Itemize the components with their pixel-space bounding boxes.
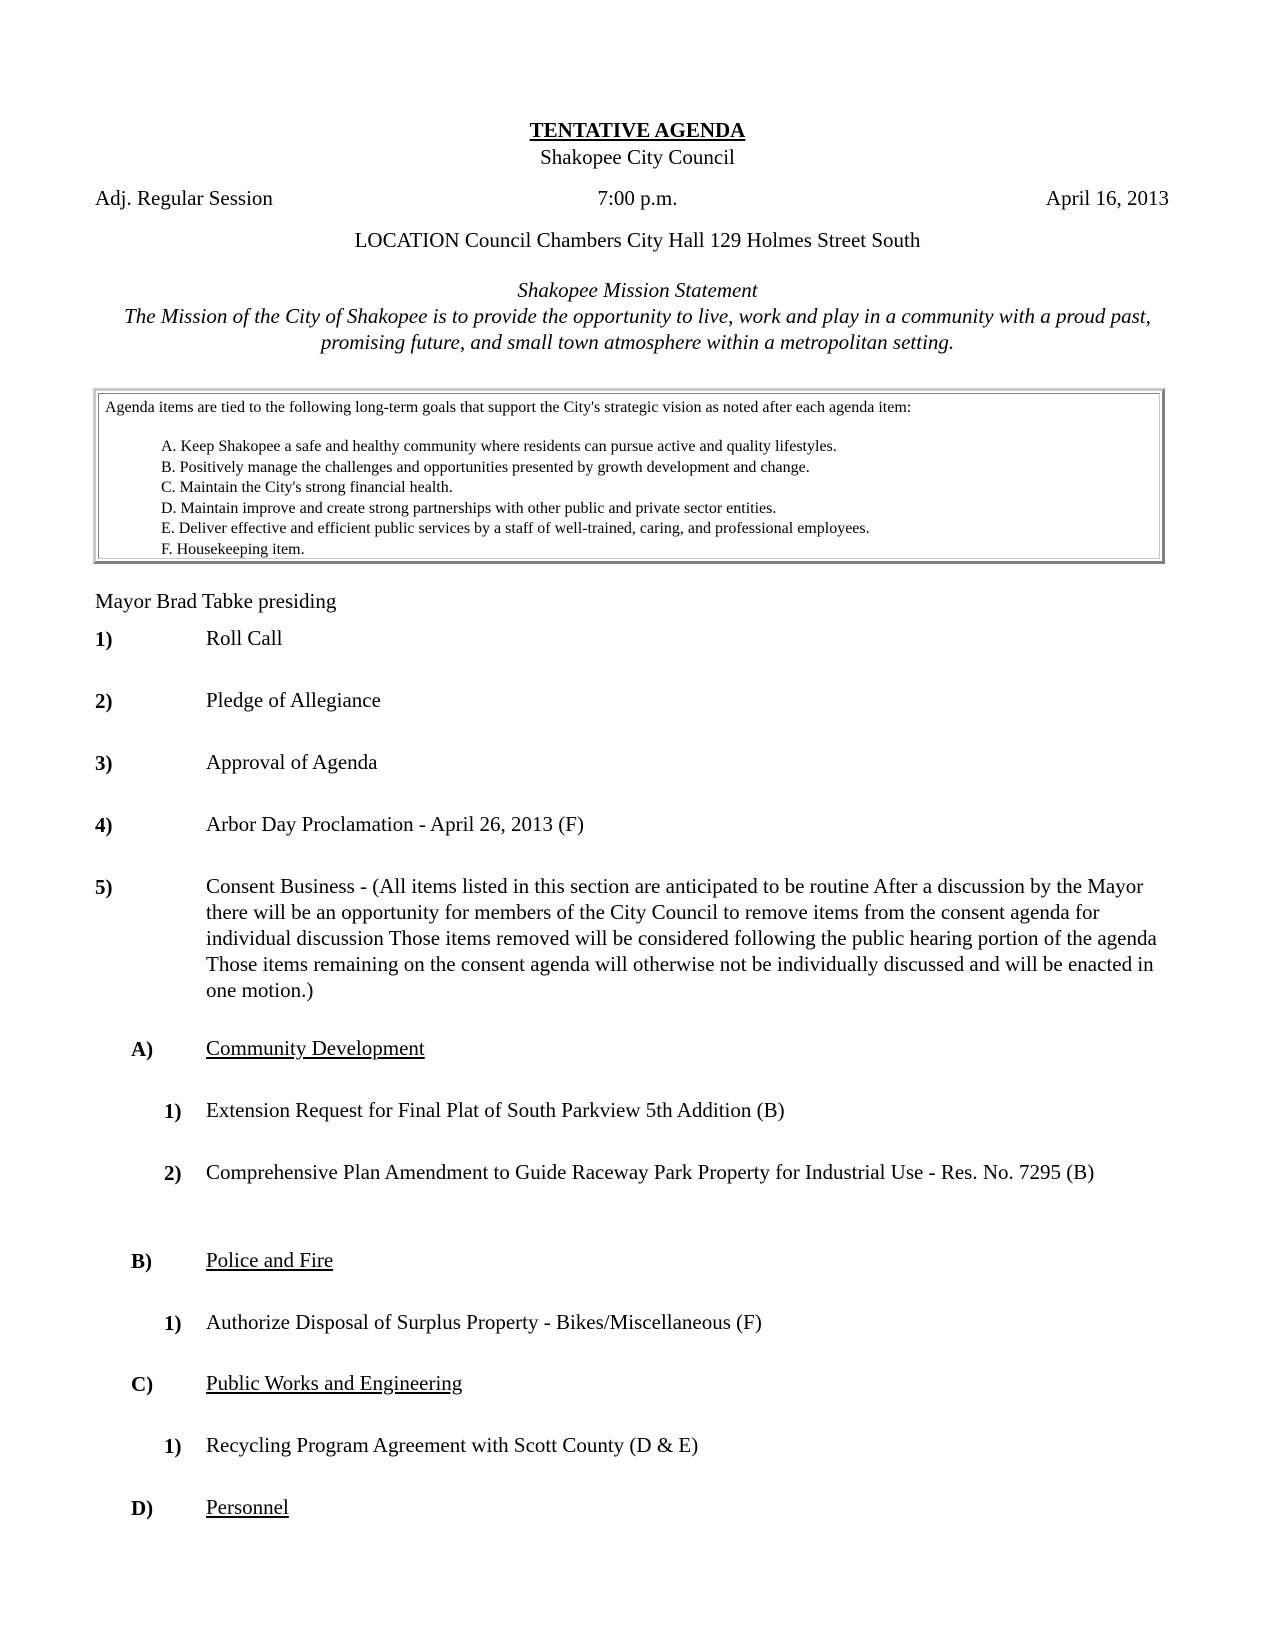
- strategic-goals-inner: [98, 393, 1160, 559]
- agenda-item-arbor-day: Arbor Day Proclamation - April 26, 2013 (F): [206, 812, 584, 836]
- agenda-item-approval: Approval of Agenda: [206, 750, 378, 774]
- council-name: Shakopee City Council: [540, 145, 735, 169]
- mission-text: The Mission of the City of Shakopee is to provide the opportunity to live, work and play in a community with a proud past, promising future, and small town atmosphere within a metropolitan setting.: [124, 304, 1151, 354]
- agenda-subitem: Extension Request for Final Plat of South Parkview 5th Addition (B): [206, 1098, 785, 1122]
- section-personnel: Personnel: [206, 1495, 289, 1519]
- agenda-subitem: Authorize Disposal of Surplus Property - Bikes/Miscellaneous (F): [206, 1310, 762, 1334]
- section-letter: B): [131, 1249, 152, 1273]
- agenda-item-number: 5): [95, 875, 113, 899]
- section-letter: A): [131, 1037, 154, 1061]
- goal-item: A. Keep Shakopee a safe and healthy community where residents can pursue active and quality lifestyles.: [161, 438, 837, 455]
- session-date: April 16, 2013: [1045, 186, 1169, 210]
- goals-intro: Agenda items are tied to the following long-term goals that support the City's strategic vision as noted after each agenda item:: [105, 399, 912, 416]
- agenda-subitem-number: 1): [164, 1311, 182, 1335]
- agenda-subitem-number: 1): [164, 1099, 182, 1123]
- agenda-subitem-number: 1): [164, 1434, 182, 1458]
- goals-list: [161, 437, 870, 560]
- agenda-item-consent-business: Consent Business - (All items listed in this section are anticipated to be routine After a discussion by the Mayor there will be an opportunity for members of the City Council to remove items from the consent agenda for individual discussion Those items removed will be considered following the public hearing portion of the agenda Those items remaining on the consent agenda will otherwise not be individually discussed and will be enacted in one motion.): [206, 874, 1157, 1002]
- agenda-title: TENTATIVE AGENDA: [529, 118, 746, 142]
- agenda-item-number: 4): [95, 813, 113, 837]
- agenda-item-number: 1): [95, 627, 113, 651]
- goal-item: F. Housekeeping item.: [161, 540, 305, 558]
- agenda-item-number: 3): [95, 751, 113, 775]
- strategic-goals-box: [93, 388, 1165, 564]
- section-public-works: Public Works and Engineering: [206, 1371, 463, 1395]
- section-police-and-fire: Police and Fire: [206, 1248, 334, 1272]
- goal-item: B. Positively manage the challenges and opportunities presented by growth development and change.: [161, 458, 810, 476]
- session-time: 7:00 p.m.: [597, 186, 678, 210]
- agenda-item-number: 2): [95, 689, 113, 713]
- goal-item: C. Maintain the City's strong financial health.: [161, 479, 453, 496]
- agenda-item-roll-call: Roll Call: [206, 626, 283, 650]
- agenda-subitem: Recycling Program Agreement with Scott County (D & E): [206, 1433, 699, 1457]
- agenda-subitem-number: 2): [164, 1161, 182, 1185]
- section-letter: D): [131, 1496, 154, 1520]
- section-letter: C): [131, 1372, 154, 1396]
- goal-item: D. Maintain improve and create strong partnerships with other public and private sector entities.: [161, 499, 777, 517]
- section-community-development: Community Development: [206, 1036, 425, 1060]
- meeting-location: LOCATION Council Chambers City Hall 129 Holmes Street South: [354, 228, 921, 252]
- goal-item: E. Deliver effective and efficient public services by a staff of well-trained, caring, and professional employees.: [161, 520, 870, 537]
- presiding-officer: Mayor Brad Tabke presiding: [95, 589, 337, 613]
- agenda-item-pledge: Pledge of Allegiance: [206, 688, 381, 712]
- mission-heading: Shakopee Mission Statement: [517, 278, 758, 302]
- session-type: Adj. Regular Session: [95, 186, 273, 210]
- agenda-subitem: Comprehensive Plan Amendment to Guide Raceway Park Property for Industrial Use - Res. No. 7295 (B): [206, 1160, 1095, 1184]
